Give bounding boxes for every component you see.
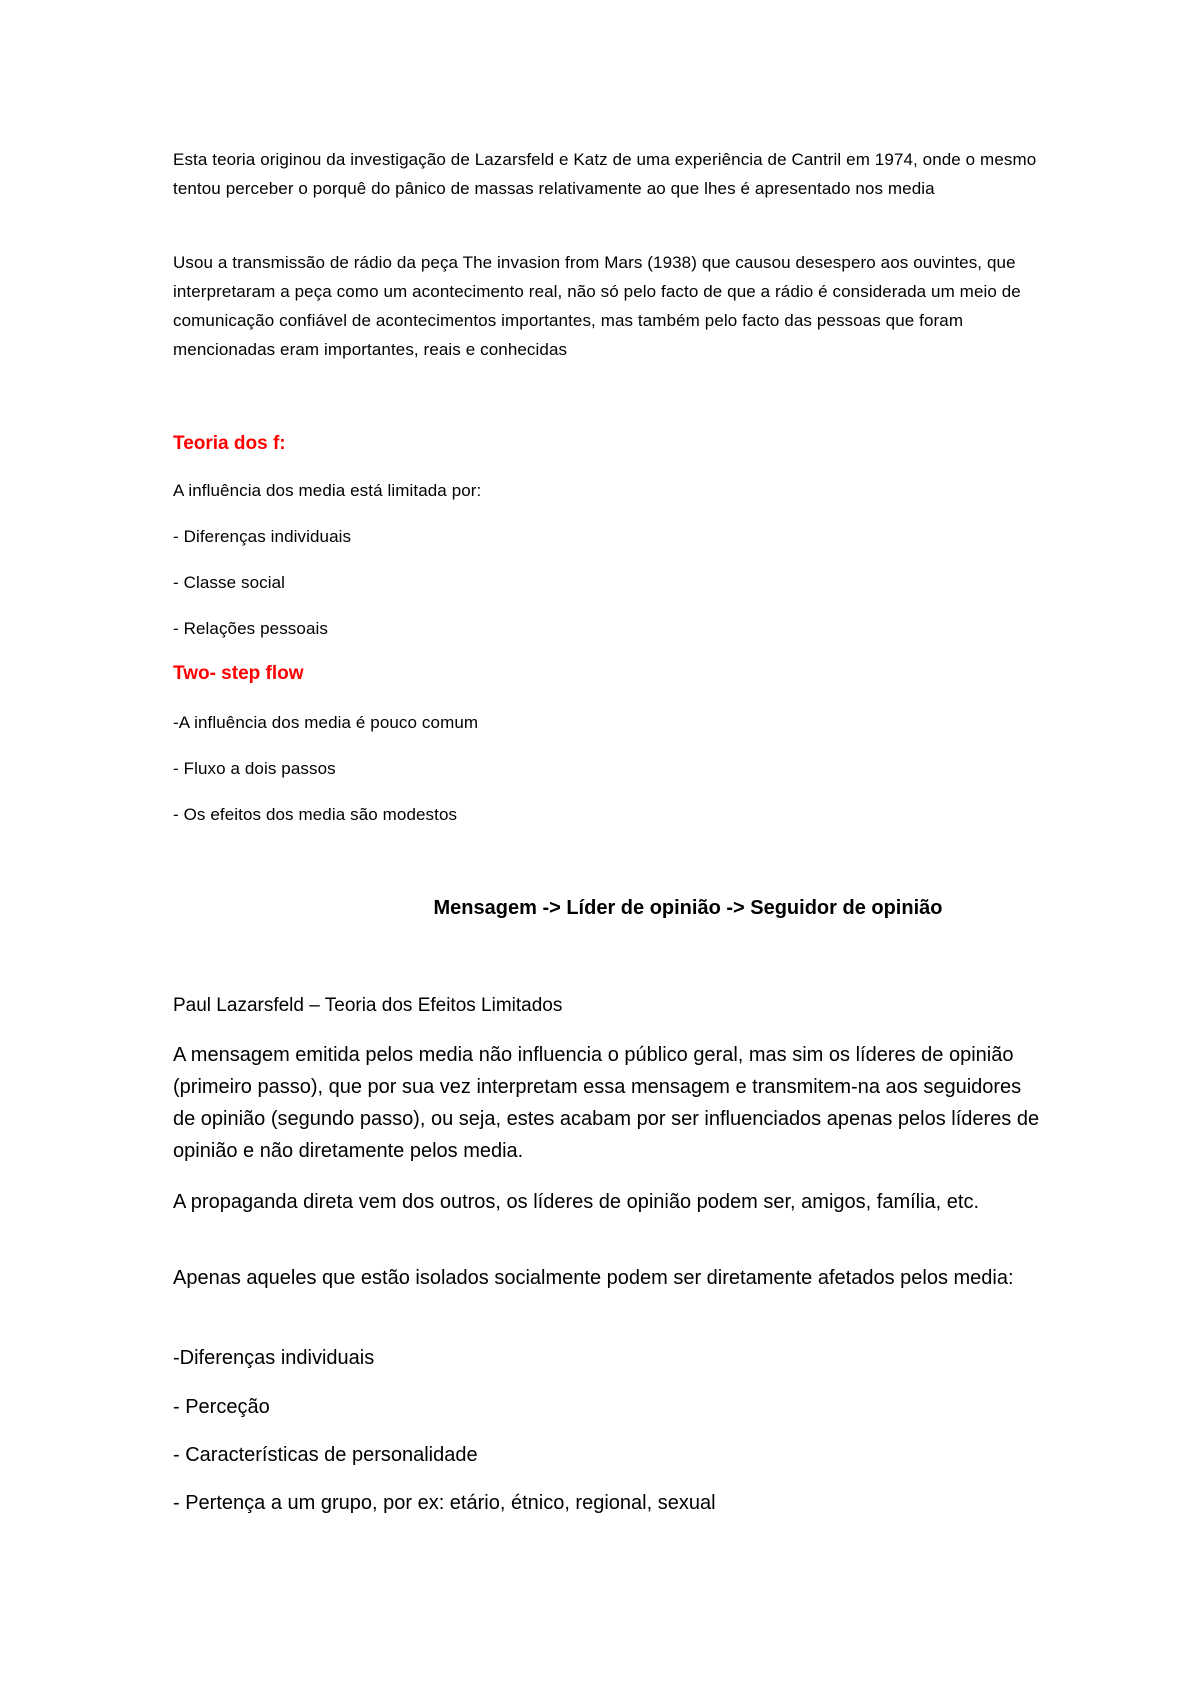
list-item: - Relações pessoais <box>173 619 328 638</box>
list-item: - Os efeitos dos media são modestos <box>173 805 458 824</box>
radio-paragraph: Usou a transmissão de rádio da peça The invasion from Mars (1938) que causou desespero aos ouvintes, que interpretaram a peça como um acontecimento real, não só pelo facto de que a rádio é considerada um meio de comunicação confiável de acontecimentos importantes, mas também pelo facto das pessoas que foram mencionadas eram importantes, reais e conhecidas <box>173 253 1021 359</box>
list-item: - Fluxo a dois passos <box>173 759 336 778</box>
list-item: - Classe social <box>173 573 286 592</box>
intro-paragraph: Esta teoria originou da investigação de Lazarsfeld e Katz de uma experiência de Cantril em 1974, onde o mesmo tentou perceber o porquê do pânico de massas relativamente ao que lhes é apresentado nos media <box>173 150 1037 198</box>
list-item: - Diferenças individuais <box>173 527 352 546</box>
list-item: -A influência dos media é pouco comum <box>173 713 479 732</box>
author-title: Paul Lazarsfeld – Teoria dos Efeitos Limitados <box>173 995 563 1016</box>
limitation-intro: A influência dos media está limitada por: <box>173 481 482 500</box>
list-item: - Características de personalidade <box>173 1444 478 1466</box>
section-heading-two-step-flow: Two- step flow <box>173 663 304 684</box>
isolated-paragraph: Apenas aqueles que estão isolados socialmente podem ser diretamente afetados pelos media: <box>173 1267 1014 1289</box>
list-item: -Diferenças individuais <box>173 1347 375 1369</box>
section-heading-teoria-dos-f: Teoria dos f: <box>173 433 286 454</box>
list-item: - Pertença a um grupo, por ex: etário, étnico, regional, sexual <box>173 1492 716 1514</box>
propaganda-paragraph: A propaganda direta vem dos outros, os líderes de opinião podem ser, amigos, família, etc. <box>173 1191 980 1213</box>
list-item: - Perceção <box>173 1396 270 1418</box>
flow-line: Mensagem -> Líder de opinião -> Seguidor de opinião <box>433 897 943 919</box>
message-paragraph: A mensagem emitida pelos media não influencia o público geral, mas sim os líderes de opinião (primeiro passo), que por sua vez interpretam essa mensagem e transmitem-na aos seguidores de opinião (segundo passo), ou seja, estes acabam por ser influenciados apenas pelos líderes de opinião e não diretamente pelos media. <box>173 1044 1040 1162</box>
